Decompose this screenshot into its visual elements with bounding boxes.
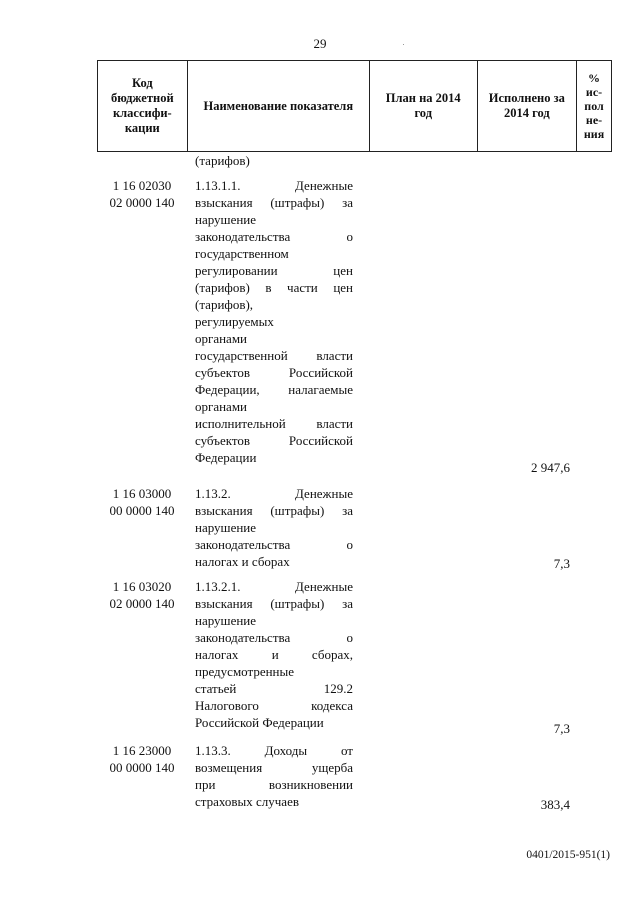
table-header — [97, 60, 612, 152]
row-code: 1 16 03000 00 0000 140 — [109, 486, 175, 518]
header-percent: % ис- пол не- ния — [583, 71, 605, 141]
row-description: 1.13.2. Денежные взыскания (штрафы) за нарушение законодательства о налогах и сборах — [195, 486, 353, 569]
row-description: 1.13.3. Доходы от возмещения ущерба при возникновении страховых случаев — [195, 743, 353, 809]
row-executed-value: 7,3 — [553, 721, 570, 736]
row-executed-value: 383,4 — [540, 797, 570, 812]
row-code: 1 16 23000 00 0000 140 — [109, 743, 175, 775]
page-number: 29 — [313, 36, 327, 51]
header-name: Наименование показателя — [188, 61, 370, 151]
row-executed-value: 2 947,6 — [531, 460, 570, 475]
continuation-text: (тарифов) — [195, 153, 250, 168]
header-plan: План на 2014 год — [370, 61, 478, 151]
row-description: 1.13.2.1. Денежные взыскания (штрафы) за нарушение законодательства о налогах и сборах, предусмотренные статьей 129.2 Налогового кодекса Российской Федерации — [195, 579, 353, 730]
scan-speck — [403, 44, 404, 45]
row-executed-value: 7,3 — [553, 556, 570, 571]
row-code: 1 16 02030 02 0000 140 — [109, 178, 175, 210]
row-description: 1.13.1.1. Денежные взыскания (штрафы) за нарушение законодательства о государственном регулировании цен (тарифов) в части цен (тарифов), регулируемых органами государственной власти субъектов Российской Федерации, налагаемые органами исполнительной власти субъектов Российской Федерации — [195, 178, 353, 465]
header-code: Код бюджетной классифи- кации — [98, 61, 188, 151]
row-code: 1 16 03020 02 0000 140 — [109, 579, 175, 611]
header-executed: Исполнено за 2014 год — [478, 61, 578, 151]
document-footer-id: 0401/2015-951(1) — [526, 849, 610, 861]
